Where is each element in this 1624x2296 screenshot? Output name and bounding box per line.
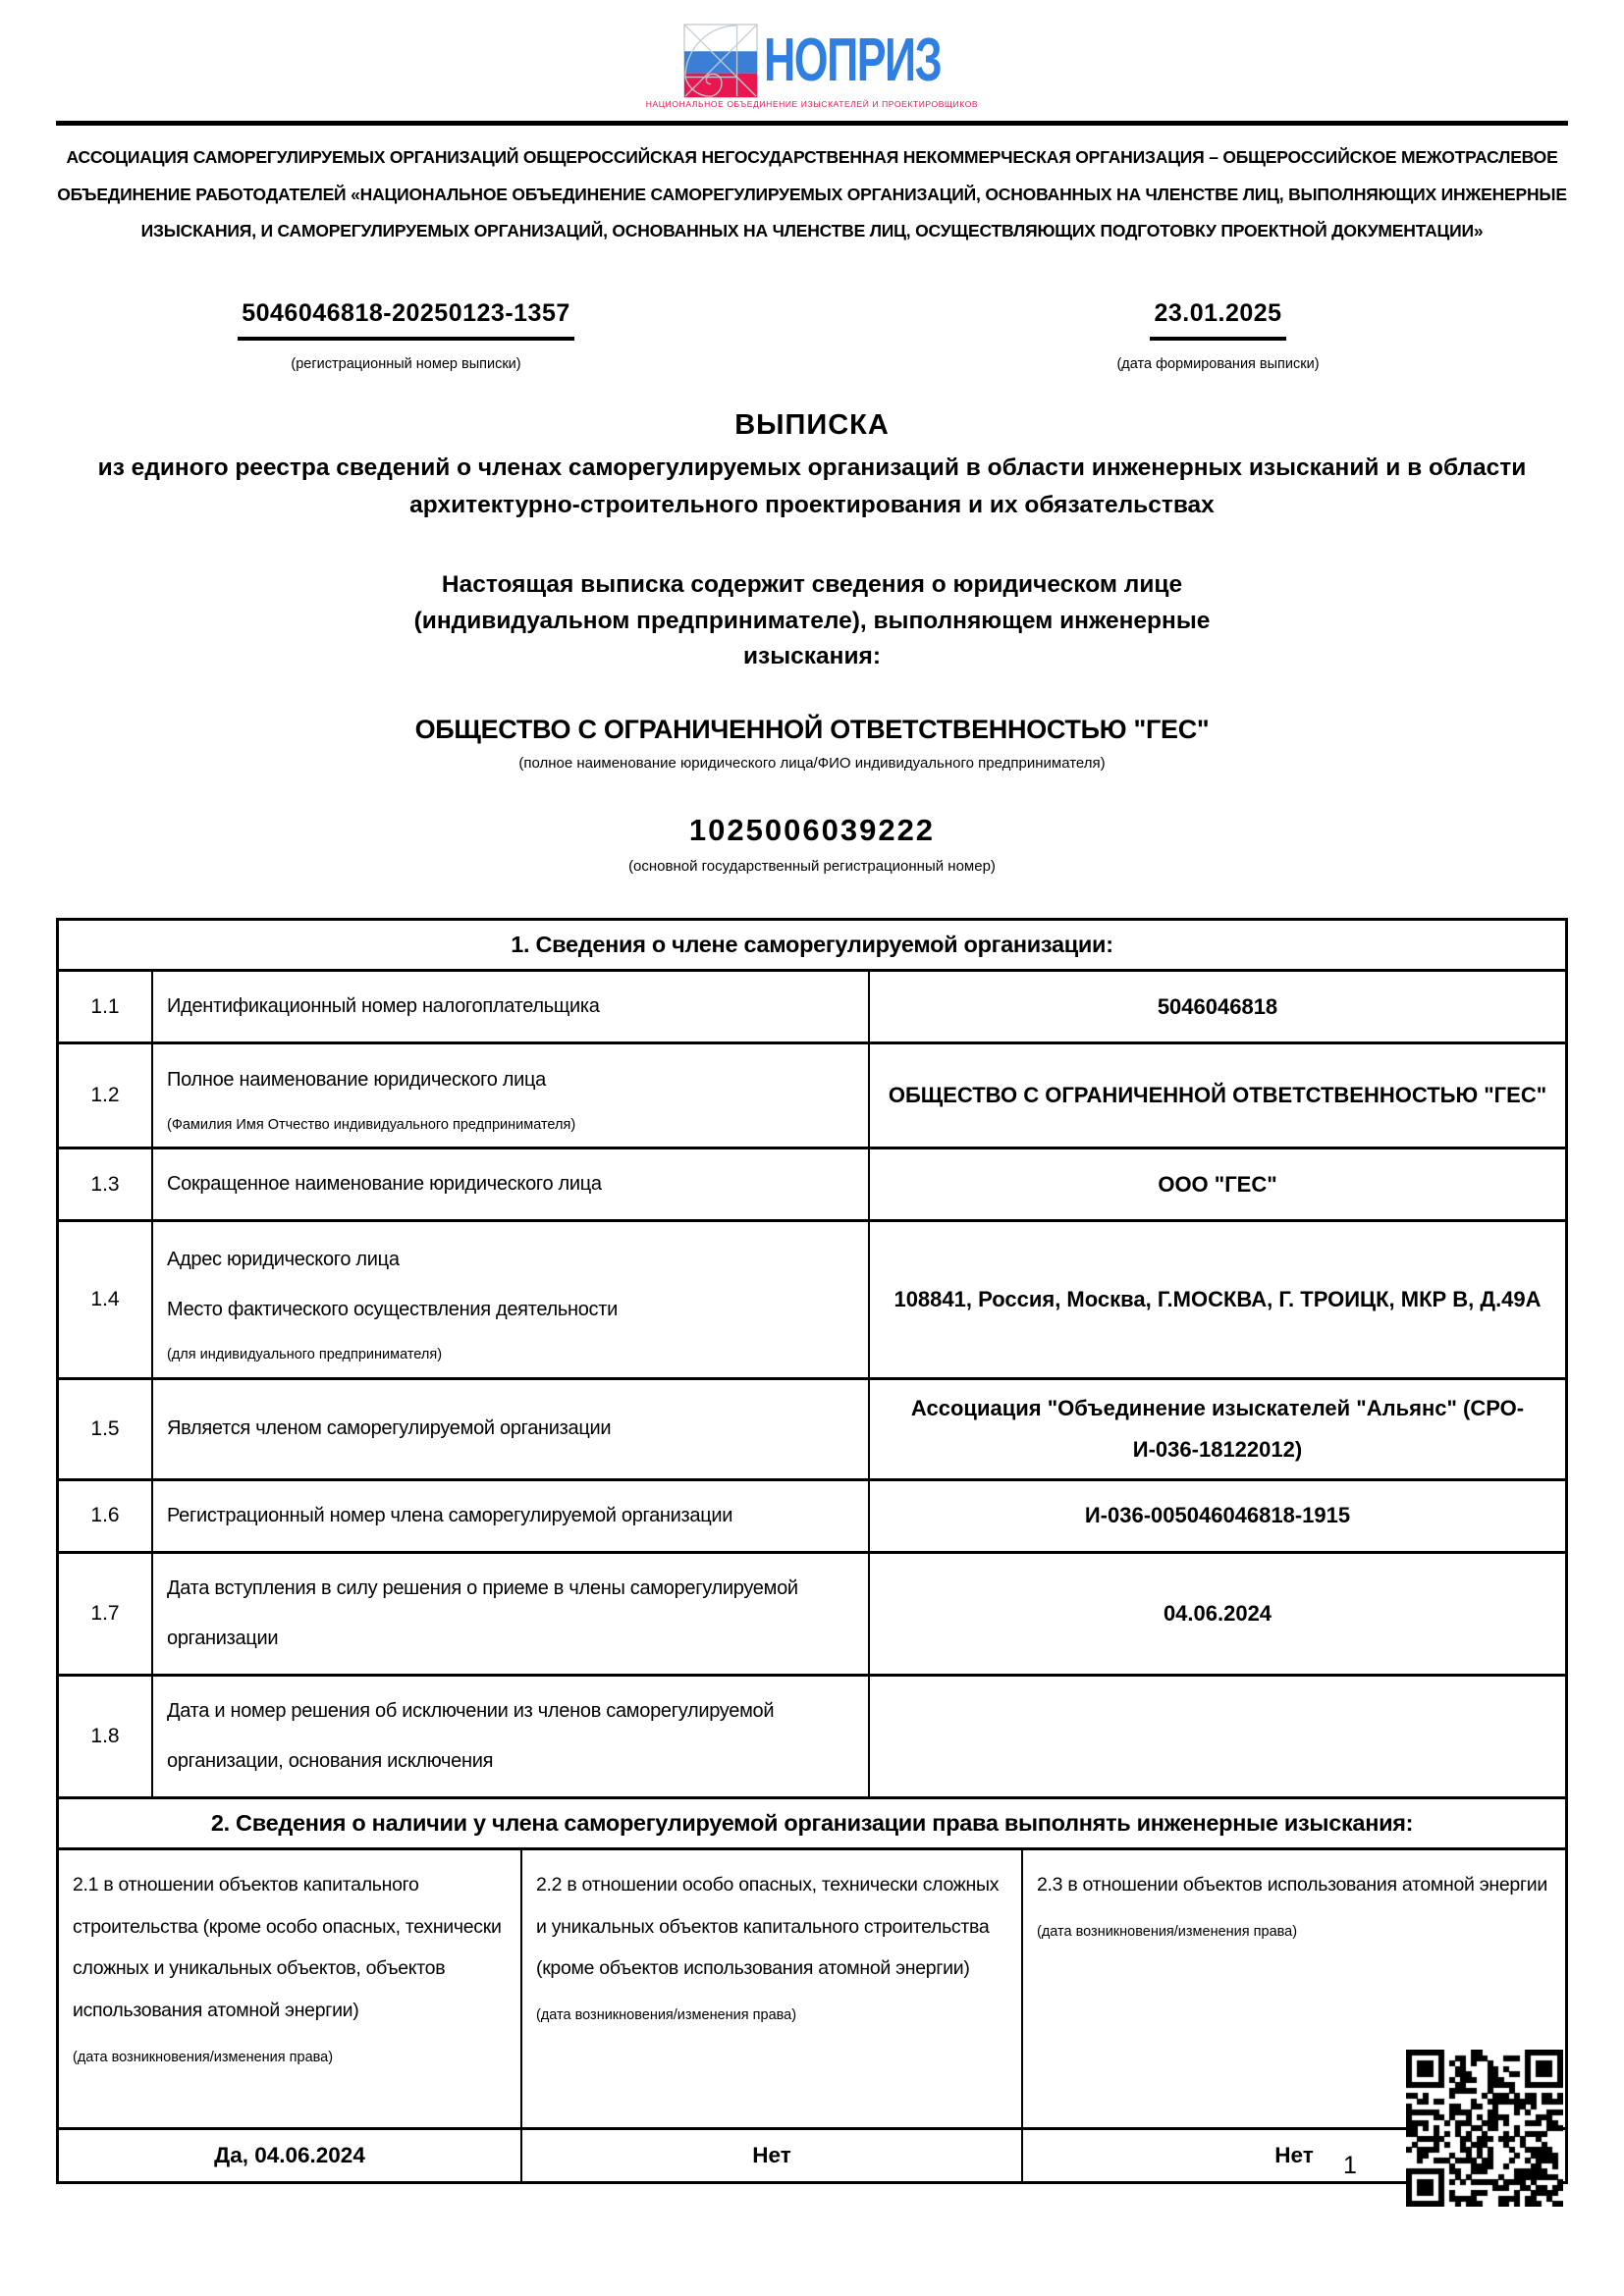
row-value: 108841, Россия, Москва, Г.МОСКВА, Г. ТРОИЦК, МКР В, Д.49А — [893, 1287, 1542, 1312]
table-row-1-7 — [59, 1554, 1565, 1677]
row-label-text: Является членом саморегулируемой организации — [167, 1417, 612, 1440]
row-label-text: Дата и номер решения об исключении из членов саморегулируемой организации, основания исключения — [167, 1699, 775, 1772]
company-name: ОБЩЕСТВО С ОГРАНИЧЕННОЙ ОТВЕТСТВЕННОСТЬЮ "ГЕС" — [414, 715, 1210, 745]
rights-value-2-3: Нет — [1274, 2142, 1314, 2167]
table-row-1-1 — [59, 972, 1565, 1044]
row-label — [153, 1222, 870, 1377]
flag-spiral-icon — [683, 24, 758, 98]
rights-col-label: 2.2 в отношении особо опасных, технически сложных и уникальных объектов капитального строительства (кроме объектов использования атомной энергии) — [536, 1873, 1000, 1980]
row-label-text-2: Место фактического осуществления деятельности — [167, 1298, 618, 1320]
row-num: 1.2 — [59, 1044, 153, 1147]
page-subtitle: из единого реестра сведений о членах саморегулируемых организаций в области инженерных изысканий и в области архитектурно-строительного проектирования и их обязательствах — [97, 454, 1527, 518]
row-label-text: Регистрационный номер члена саморегулируемой организации — [167, 1504, 733, 1526]
page-title: ВЫПИСКА — [734, 408, 890, 441]
extract-number-caption: (регистрационный номер выписки) — [291, 355, 521, 372]
rights-values-row — [59, 2127, 1565, 2181]
row-num: 1.6 — [59, 1481, 153, 1551]
row-label-text: Полное наименование юридического лица — [167, 1069, 547, 1092]
extract-date-caption: (дата формирования выписки) — [1116, 355, 1320, 372]
row-label-text: Дата вступления в силу решения о приеме в члены саморегулируемой организации — [167, 1576, 798, 1649]
registration-row — [0, 299, 1624, 372]
table-row-1-3 — [59, 1149, 1565, 1222]
header-rule — [56, 121, 1568, 126]
row-value: 5046046818 — [1157, 993, 1278, 1019]
row-value: ООО "ГЕС" — [1158, 1171, 1277, 1197]
rights-columns — [59, 1850, 1565, 2127]
row-value: ОБЩЕСТВО С ОГРАНИЧЕННОЙ ОТВЕТСТВЕННОСТЬЮ "ГЕС" — [888, 1083, 1547, 1108]
rights-col-note: (дата возникновения/изменения права) — [1037, 1923, 1298, 1940]
row-label-text: Адрес юридического лица — [167, 1248, 400, 1270]
ogrn-number: 1025006039222 — [688, 813, 936, 848]
table-row-1-8 — [59, 1677, 1565, 1796]
page-number: 1 — [1343, 2152, 1357, 2179]
row-label — [153, 1380, 870, 1478]
row-label-text: Идентификационный номер налогоплательщика — [167, 995, 600, 1018]
row-num: 1.4 — [59, 1222, 153, 1377]
row-label — [153, 1044, 870, 1147]
row-label — [153, 972, 870, 1041]
row-value: И-036-005046046818-1915 — [1084, 1503, 1351, 1528]
section1-title: 1. Сведения о члене саморегулируемой организации: — [59, 921, 1565, 972]
company-name-caption: (полное наименование юридического лица/ФИО индивидуального предпринимателя) — [518, 755, 1106, 773]
row-num: 1.7 — [59, 1554, 153, 1674]
org-header: АССОЦИАЦИЯ САМОРЕГУЛИРУЕМЫХ ОРГАНИЗАЦИЙ ОБЩЕРОССИЙСКАЯ НЕГОСУДАРСТВЕННАЯ НЕКОММЕРЧЕСКАЯ ОРГАНИЗАЦИЯ – ОБЩЕРОССИЙСКОЕ МЕЖОТРАСЛЕВОЕ ОБЪЕДИНЕНИЕ РАБОТОДАТЕЛЕЙ «НАЦИОНАЛЬНОЕ ОБЪЕДИНЕНИЕ САМОРЕГУЛИРУЕМЫХ ОРГАНИЗАЦИЙ, ОСНОВАННЫХ НА ЧЛЕНСТВЕ ЛИЦ, ВЫПОЛНЯЮЩИХ ИНЖЕНЕРНЫЕ ИЗЫСКАНИЯ, И САМОРЕГУЛИРУЕМЫХ ОРГАНИЗАЦИЙ, ОСНОВАННЫХ НА ЧЛЕНСТВЕ ЛИЦ, ОСУЩЕСТВЛЯЮЩИХ ПОДГОТОВКУ ПРОЕКТНОЙ ДОКУМЕНТАЦИИ» — [57, 147, 1567, 241]
extract-number: 5046046818-20250123-1357 — [238, 299, 574, 341]
row-value: Ассоциация "Объединение изыскателей "Альянс" (СРО-И-036-18122012) — [910, 1396, 1525, 1462]
rights-col-label: 2.1 в отношении объектов капитального строительства (кроме особо опасных, технически сложных и уникальных объектов, объектов использования атомной энергии) — [73, 1873, 502, 2022]
nopriz-logo — [0, 0, 1624, 109]
row-num: 1.3 — [59, 1149, 153, 1219]
row-num: 1.5 — [59, 1380, 153, 1478]
qr-code — [1406, 2050, 1563, 2207]
table-row-1-4 — [59, 1222, 1565, 1380]
intro-text: Настоящая выписка содержит сведения о юридическом лице (индивидуальном предпринимателе), выполняющем инженерные изыскания: — [413, 570, 1211, 670]
row-value — [870, 1677, 1565, 1796]
rights-col-2-1 — [59, 1850, 522, 2127]
row-num: 1.8 — [59, 1677, 153, 1796]
row-label-text: Сокращенное наименование юридического лица — [167, 1173, 602, 1196]
row-label — [153, 1677, 870, 1796]
rights-value-2-1: Да, 04.06.2024 — [59, 2130, 522, 2181]
table-row-1-2 — [59, 1044, 1565, 1149]
rights-col-label: 2.3 в отношении объектов использования атомной энергии — [1037, 1873, 1547, 1896]
section2-title: 2. Сведения о наличии у члена саморегулируемой организации права выполнять инженерные изыскания: — [59, 1796, 1565, 1850]
row-num: 1.1 — [59, 972, 153, 1041]
logo-caption: НАЦИОНАЛЬНОЕ ОБЪЕДИНЕНИЕ ИЗЫСКАТЕЛЕЙ И ПРОЕКТИРОВЩИКОВ — [645, 99, 979, 109]
row-label — [153, 1149, 870, 1219]
table-row-1-6 — [59, 1481, 1565, 1554]
brand-text: НОПРИЗ — [763, 27, 942, 94]
row-label — [153, 1481, 870, 1551]
row-label-note: (Фамилия Имя Отчество индивидуального предпринимателя) — [167, 1117, 576, 1134]
extract-date: 23.01.2025 — [1150, 299, 1285, 341]
table-row-1-5 — [59, 1380, 1565, 1481]
rights-col-note: (дата возникновения/изменения права) — [536, 2007, 797, 2024]
rights-col-2-2 — [522, 1850, 1023, 2127]
row-label-note: (для индивидуального предпринимателя) — [167, 1346, 443, 1362]
rights-value-2-2: Нет — [522, 2130, 1023, 2181]
rights-col-note: (дата возникновения/изменения права) — [73, 2050, 334, 2066]
member-info-table — [56, 918, 1568, 2184]
row-label — [153, 1554, 870, 1674]
row-value: 04.06.2024 — [1163, 1600, 1272, 1626]
ogrn-caption: (основной государственный регистрационный номер) — [628, 858, 996, 876]
